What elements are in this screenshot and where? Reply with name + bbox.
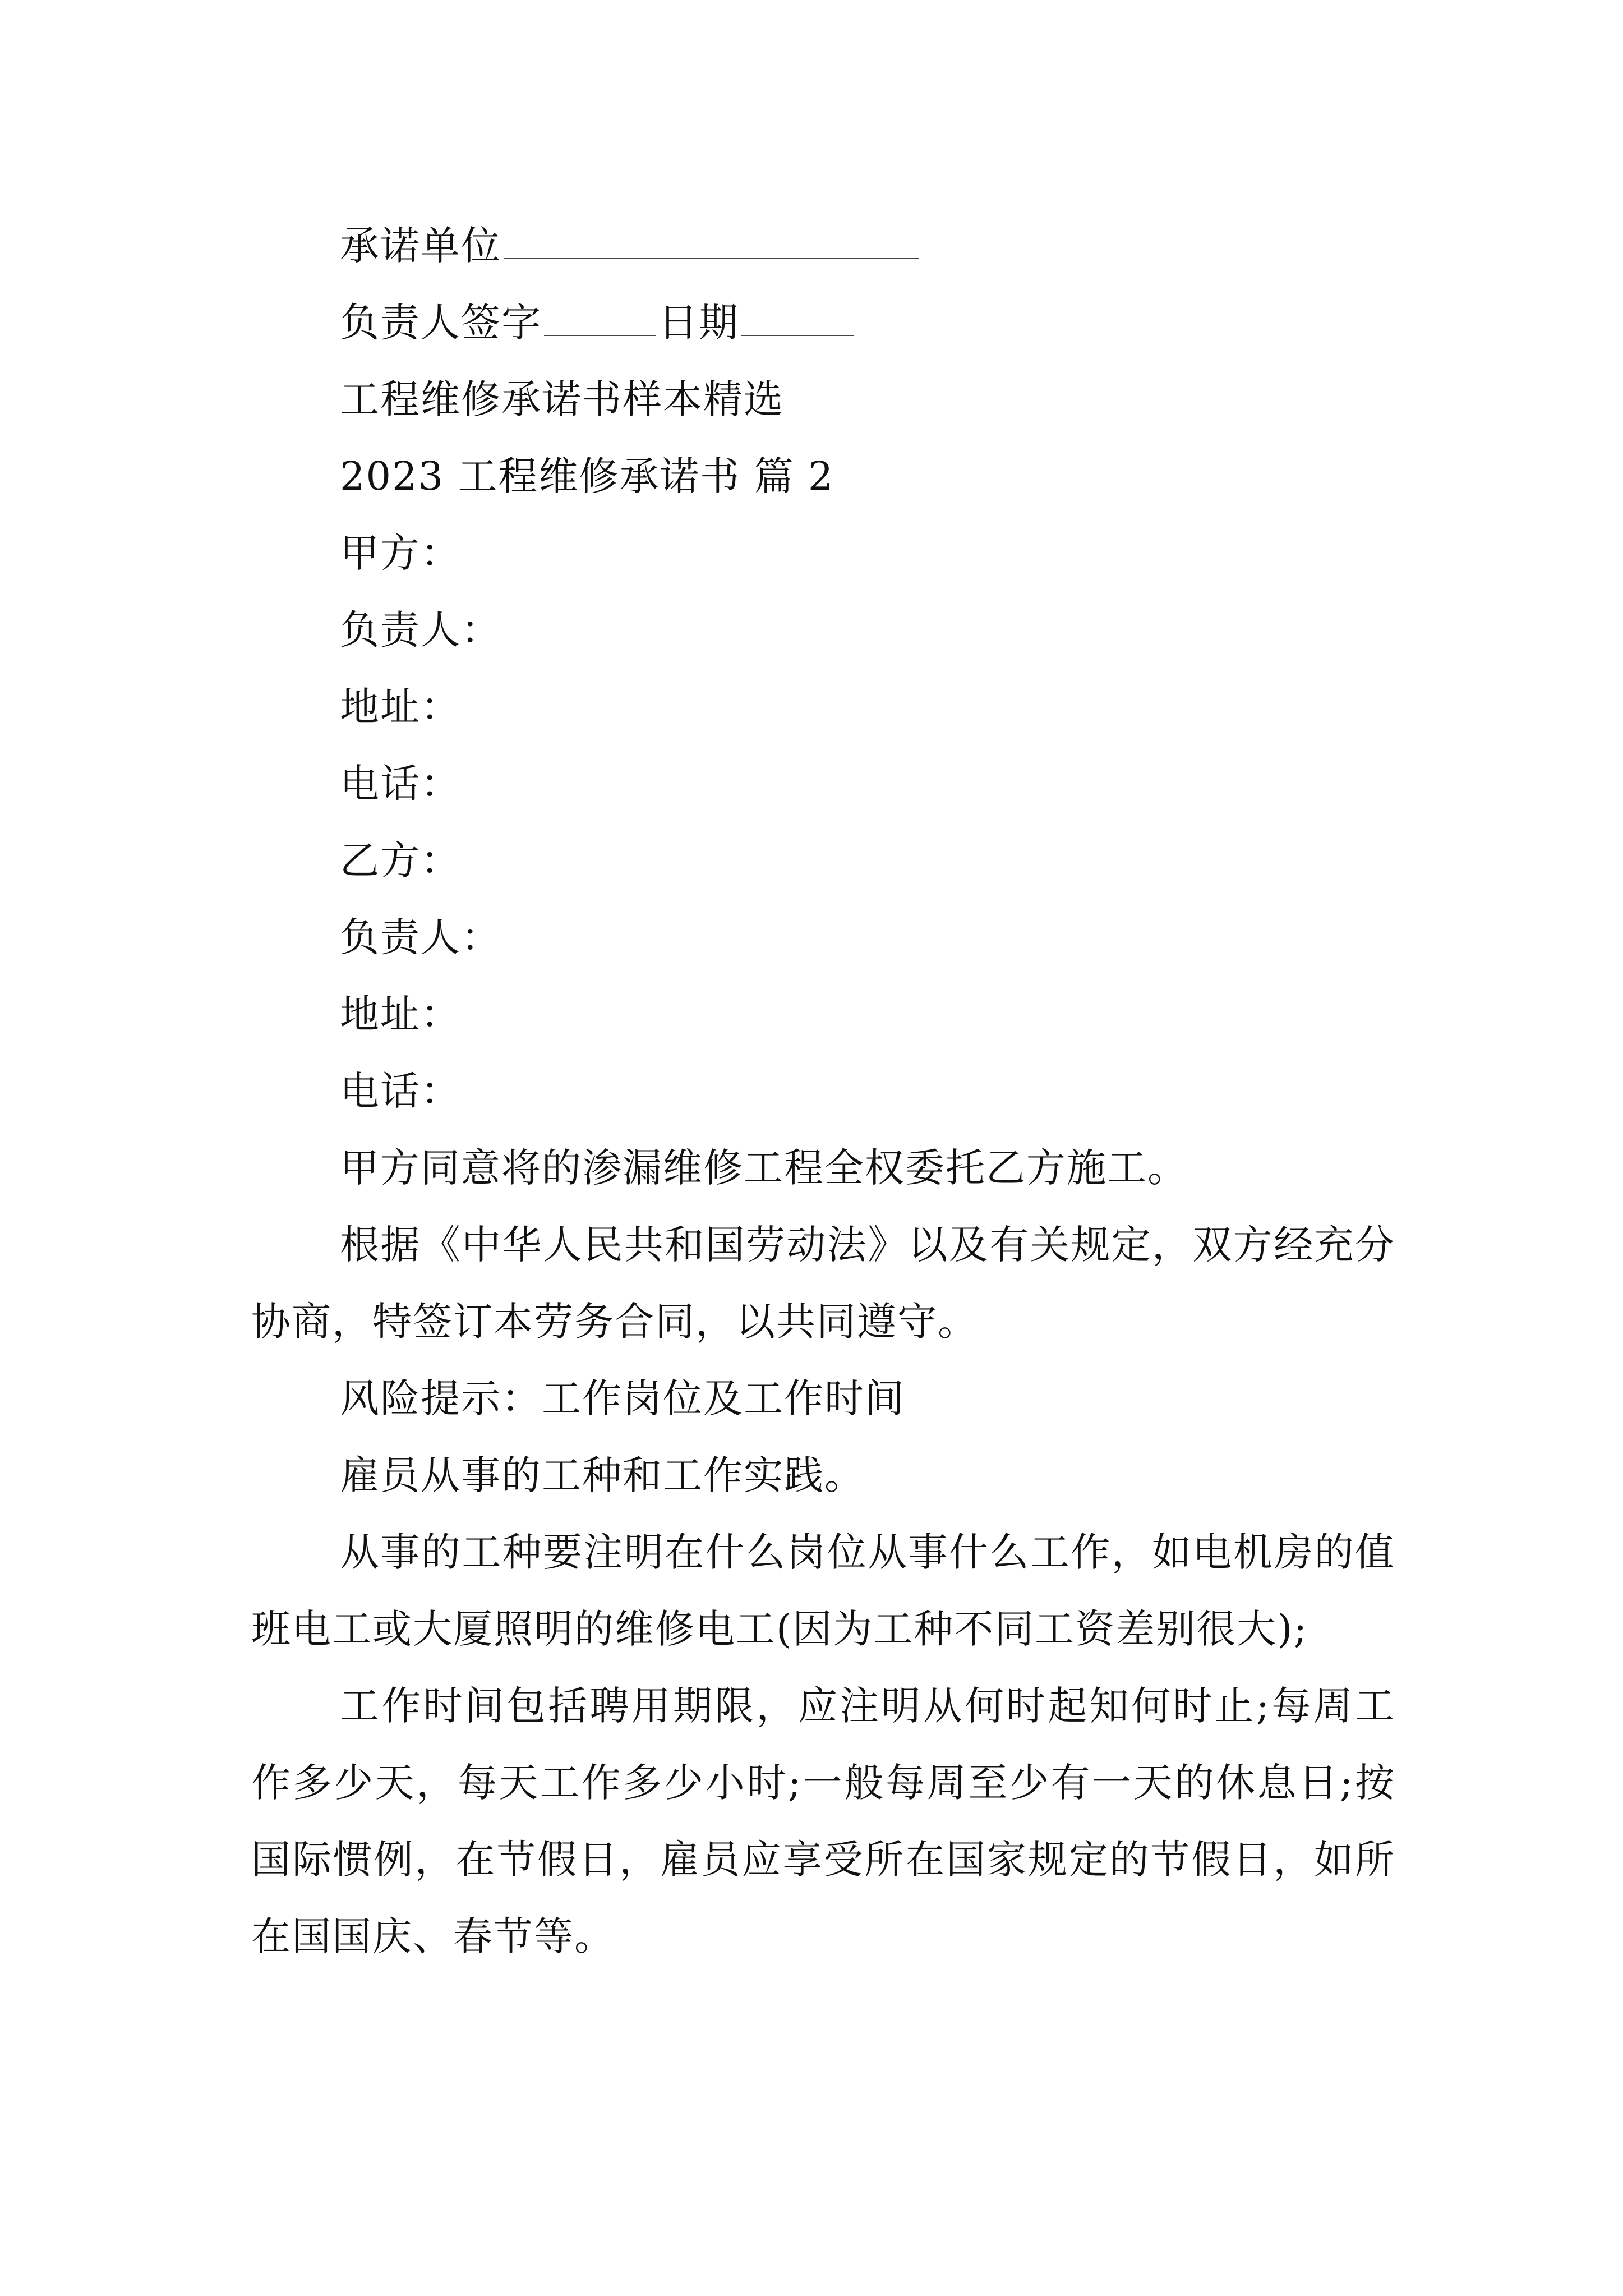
paragraph-risk-tip: 风险提示：工作岗位及工作时间 — [340, 1375, 905, 1421]
signature-date-line — [251, 284, 1395, 361]
section-title: 2023 工程维修承诺书 篇 2 — [340, 453, 834, 499]
commitment-unit-label: 承诺单位 — [340, 223, 501, 269]
party-a-phone: 电话： — [340, 761, 461, 807]
party-b-address: 地址： — [340, 991, 461, 1037]
paragraph-work-time: 工作时间包括聘用期限，应注明从何时起知何时止;每周工作多少天，每天工作多少小时;一般每周至少有一天的休息日;按国际惯例，在节假日，雇员应享受所在国家规定的节假日，如所在国国庆、春节等。 — [251, 1683, 1395, 1959]
document-title: 工程维修承诺书样本精选 — [340, 376, 784, 422]
document-body — [251, 208, 1395, 1975]
signature-label: 负责人签字 — [340, 300, 542, 346]
party-a-person: 负责人： — [340, 607, 501, 653]
paragraph-work-type-detail: 从事的工种要注明在什么岗位从事什么工作，如电机房的值班电工或大厦照明的维修电工(因为工种不同工资差别很大); — [251, 1529, 1395, 1652]
signature-blank — [544, 296, 656, 336]
paragraph-entrust: 甲方同意将的渗漏维修工程全权委托乙方施工。 — [340, 1145, 1188, 1191]
party-b-phone: 电话： — [340, 1068, 461, 1114]
paragraph-labor-law: 根据《中华人民共和国劳动法》以及有关规定，双方经充分协商，特签订本劳务合同，以共同遵守。 — [251, 1222, 1395, 1345]
date-label: 日期 — [658, 300, 739, 346]
party-b-label: 乙方： — [340, 838, 461, 884]
date-blank — [741, 296, 854, 336]
commitment-unit-blank — [504, 219, 919, 259]
party-a-label: 甲方： — [340, 530, 461, 576]
paragraph-work-type: 雇员从事的工种和工作实践。 — [340, 1452, 865, 1498]
party-a-address: 地址： — [340, 684, 461, 730]
commitment-unit-line — [251, 208, 1395, 284]
party-b-person: 负责人： — [340, 914, 501, 960]
